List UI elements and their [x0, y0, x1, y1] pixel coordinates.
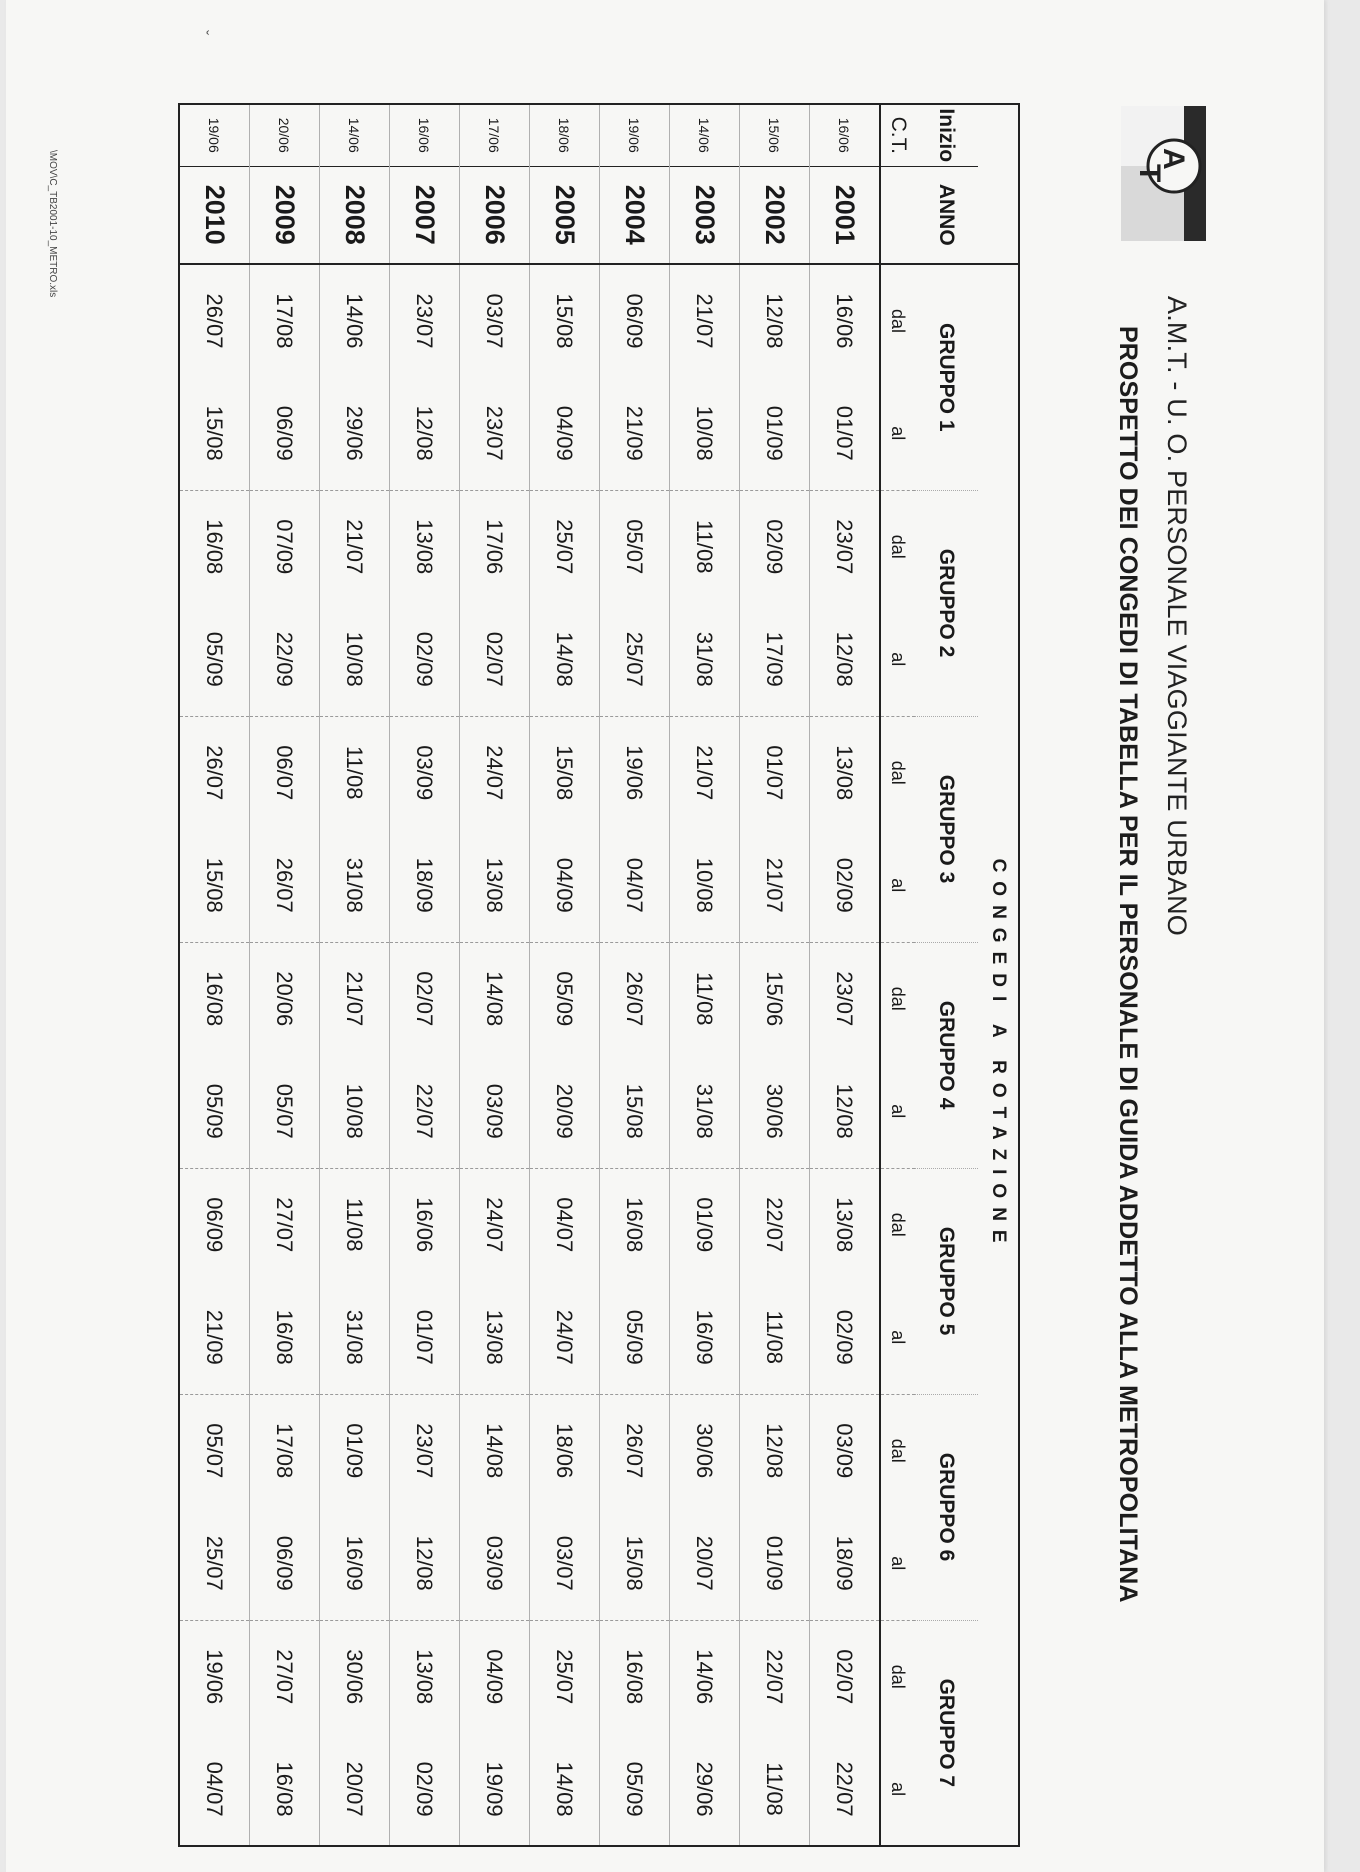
to-date-cell: 21/09 — [600, 377, 670, 490]
year-cell: 2008 — [320, 166, 390, 264]
from-date-cell: 30/06 — [320, 1620, 390, 1733]
to-date-cell: 16/09 — [320, 1507, 390, 1620]
year-cell: 2004 — [600, 166, 670, 264]
from-date-cell: 18/06 — [530, 1394, 600, 1507]
from-date-cell: 06/07 — [250, 716, 320, 829]
to-date-cell: 13/08 — [460, 829, 530, 942]
from-date-cell: 02/07 — [810, 1620, 881, 1733]
start-date-cell: 17/06 — [460, 104, 530, 166]
to-date-cell: 01/07 — [810, 377, 881, 490]
from-date-cell: 01/09 — [670, 1168, 740, 1281]
group-header: GRUPPO 1 — [915, 264, 978, 490]
to-date-cell: 14/08 — [530, 1733, 600, 1846]
from-date-cell: 27/07 — [250, 1620, 320, 1733]
from-date-cell: 24/07 — [460, 1168, 530, 1281]
to-date-cell: 18/09 — [810, 1507, 881, 1620]
leave-table-container — [200, 103, 1020, 1831]
to-date-cell: 03/09 — [460, 1507, 530, 1620]
to-date-cell: 02/09 — [390, 603, 460, 716]
from-date-cell: 17/06 — [460, 490, 530, 603]
year-cell: 2005 — [530, 166, 600, 264]
organization-name: A.M.T. - U. O. PERSONALE VIAGGIANTE URBANO — [1162, 296, 1192, 937]
to-date-cell: 10/08 — [670, 829, 740, 942]
from-date-cell: 23/07 — [810, 942, 881, 1055]
start-date-cell: 16/06 — [390, 104, 460, 166]
from-date-cell: 26/07 — [202, 293, 228, 349]
from-date-cell: 16/06 — [390, 1168, 460, 1281]
group-header: GRUPPO 5 — [915, 1168, 978, 1394]
to-label: al — [880, 829, 915, 942]
document-title: PROSPETTO DEI CONGEDI DI TABELLA PER IL PERSONALE DI GUIDA ADDETTO ALLA METROPOLITANA — [1114, 326, 1142, 1603]
group-header-row — [915, 104, 978, 1846]
to-date-cell: 04/07 — [179, 1733, 250, 1846]
start-date-cell: 14/06 — [670, 104, 740, 166]
table-banner: CONGEDI A ROTAZIONE — [978, 264, 1019, 1846]
year-cell: 2001 — [810, 166, 881, 264]
from-date-cell: 12/08 — [740, 264, 810, 377]
year-cell: 2010 — [179, 166, 250, 264]
to-date-cell: 15/08 — [179, 377, 250, 490]
to-label: al — [880, 603, 915, 716]
from-date-cell: 25/07 — [530, 490, 600, 603]
from-date-cell: 14/06 — [320, 264, 390, 377]
to-date-cell: 10/08 — [320, 1055, 390, 1168]
to-date-cell: 16/08 — [250, 1281, 320, 1394]
from-date-cell: 04/07 — [530, 1168, 600, 1281]
start-date-cell: 18/06 — [530, 104, 600, 166]
start-date-cell: 16/06 — [810, 104, 881, 166]
file-path: \MOV\C_TB2001-10_METRO.xls — [47, 150, 58, 298]
table-row — [460, 104, 530, 1846]
group-header: GRUPPO 6 — [915, 1394, 978, 1620]
to-date-cell: 15/08 — [179, 829, 250, 942]
to-date-cell: 20/09 — [530, 1055, 600, 1168]
to-date-cell: 25/07 — [179, 1507, 250, 1620]
from-date-cell: 14/08 — [460, 942, 530, 1055]
group-header: GRUPPO 3 — [915, 716, 978, 942]
table-row — [670, 104, 740, 1846]
year-subheader — [880, 166, 915, 264]
table-row — [179, 104, 250, 1846]
from-date-cell: 21/07 — [320, 490, 390, 603]
to-date-cell: 02/09 — [390, 1733, 460, 1846]
from-date-cell: 21/07 — [670, 264, 740, 377]
from-date-cell: 17/08 — [250, 1394, 320, 1507]
to-date-cell: 31/08 — [320, 829, 390, 942]
start-date-cell: 19/06 — [179, 104, 250, 166]
to-date-cell: 15/08 — [600, 1055, 670, 1168]
year-cell: 2009 — [250, 166, 320, 264]
to-date-cell: 16/08 — [250, 1733, 320, 1846]
from-date-cell: 01/07 — [740, 716, 810, 829]
from-date-cell: 25/07 — [530, 1620, 600, 1733]
to-date-cell: 05/09 — [179, 603, 250, 716]
from-date-cell: 23/07 — [810, 490, 881, 603]
table-row — [250, 104, 320, 1846]
to-date-cell: 03/09 — [460, 1055, 530, 1168]
to-date-cell: 18/09 — [390, 829, 460, 942]
to-date-cell: 03/07 — [530, 1507, 600, 1620]
from-date-cell: 13/08 — [810, 716, 881, 829]
from-date-cell: 06/09 — [600, 264, 670, 377]
to-date-cell: 30/06 — [740, 1055, 810, 1168]
to-label: al — [880, 1733, 915, 1846]
from-date-cell: 07/09 — [250, 490, 320, 603]
from-date-cell: 14/06 — [670, 1620, 740, 1733]
from-date-cell: 21/07 — [320, 942, 390, 1055]
from-label: dal — [880, 942, 915, 1055]
to-date-cell: 05/09 — [179, 1055, 250, 1168]
table-row — [600, 104, 670, 1846]
to-date-cell: 26/07 — [250, 829, 320, 942]
to-date-cell: 01/09 — [740, 1507, 810, 1620]
start-date-cell: 20/06 — [250, 104, 320, 166]
start-date-cell: 14/06 — [320, 104, 390, 166]
from-date-cell: 15/08 — [530, 716, 600, 829]
scan-mark: ˇ — [193, 30, 210, 36]
to-date-cell: 11/08 — [740, 1281, 810, 1394]
from-date-cell: 19/06 — [202, 1649, 228, 1705]
to-date-cell: 12/08 — [810, 1055, 881, 1168]
from-date-cell: 21/07 — [670, 716, 740, 829]
from-label: dal — [880, 1168, 915, 1281]
year-header: ANNO — [915, 166, 978, 264]
to-date-cell: 22/09 — [250, 603, 320, 716]
from-date-cell: 22/07 — [740, 1168, 810, 1281]
from-date-cell: 16/08 — [600, 1620, 670, 1733]
from-date-cell: 16/08 — [600, 1168, 670, 1281]
group-header: GRUPPO 4 — [915, 942, 978, 1168]
from-date-cell: 14/08 — [460, 1394, 530, 1507]
to-date-cell: 04/09 — [530, 829, 600, 942]
from-date-cell: 06/09 — [202, 1197, 228, 1253]
to-date-cell: 23/07 — [460, 377, 530, 490]
table-row — [390, 104, 460, 1846]
to-date-cell: 12/08 — [390, 1507, 460, 1620]
from-date-cell: 03/09 — [390, 716, 460, 829]
start-header: Inizio — [915, 104, 978, 166]
to-date-cell: 16/09 — [670, 1281, 740, 1394]
from-date-cell: 23/07 — [390, 1394, 460, 1507]
leave-rotation-table — [178, 103, 1020, 1847]
table-row — [320, 104, 390, 1846]
to-date-cell: 21/07 — [740, 829, 810, 942]
from-date-cell: 23/07 — [390, 264, 460, 377]
to-date-cell: 31/08 — [320, 1281, 390, 1394]
to-date-cell: 20/07 — [670, 1507, 740, 1620]
from-date-cell: 15/08 — [530, 264, 600, 377]
from-date-cell: 16/06 — [810, 264, 881, 377]
year-cell: 2002 — [740, 166, 810, 264]
to-date-cell: 15/08 — [600, 1507, 670, 1620]
from-date-cell: 12/08 — [740, 1394, 810, 1507]
to-label: al — [880, 377, 915, 490]
from-date-cell: 02/09 — [740, 490, 810, 603]
to-date-cell: 05/09 — [600, 1281, 670, 1394]
to-date-cell: 02/07 — [460, 603, 530, 716]
to-date-cell: 05/09 — [600, 1733, 670, 1846]
to-date-cell: 31/08 — [670, 603, 740, 716]
svg-text:T: T — [1133, 164, 1166, 183]
start-date-cell: 19/06 — [600, 104, 670, 166]
to-date-cell: 19/09 — [460, 1733, 530, 1846]
year-cell: 2003 — [670, 166, 740, 264]
to-date-cell: 24/07 — [530, 1281, 600, 1394]
from-date-cell: 05/07 — [202, 1423, 228, 1479]
table-row — [740, 104, 810, 1846]
to-date-cell: 22/07 — [390, 1055, 460, 1168]
to-date-cell: 21/09 — [179, 1281, 250, 1394]
to-date-cell: 13/08 — [460, 1281, 530, 1394]
from-label: dal — [880, 1620, 915, 1733]
from-date-cell: 16/08 — [202, 519, 228, 575]
to-date-cell: 04/07 — [600, 829, 670, 942]
from-date-cell: 19/06 — [600, 716, 670, 829]
to-date-cell: 14/08 — [530, 603, 600, 716]
from-date-cell: 22/07 — [740, 1620, 810, 1733]
from-date-cell: 13/08 — [390, 1620, 460, 1733]
to-date-cell: 06/09 — [250, 1507, 320, 1620]
to-date-cell: 04/09 — [530, 377, 600, 490]
from-date-cell: 11/08 — [320, 716, 390, 829]
from-date-cell: 13/08 — [390, 490, 460, 603]
to-date-cell: 17/09 — [740, 603, 810, 716]
from-date-cell: 03/07 — [460, 264, 530, 377]
to-date-cell: 05/07 — [250, 1055, 320, 1168]
to-date-cell: 20/07 — [320, 1733, 390, 1846]
to-date-cell: 10/08 — [320, 603, 390, 716]
to-date-cell: 12/08 — [810, 603, 881, 716]
to-date-cell: 02/09 — [810, 829, 881, 942]
table-row — [810, 104, 881, 1846]
table-row — [530, 104, 600, 1846]
year-cell: 2007 — [390, 166, 460, 264]
from-date-cell: 15/06 — [740, 942, 810, 1055]
from-date-cell: 20/06 — [250, 942, 320, 1055]
from-date-cell: 01/09 — [320, 1394, 390, 1507]
from-date-cell: 13/08 — [810, 1168, 881, 1281]
from-date-cell: 11/08 — [320, 1168, 390, 1281]
to-label: al — [880, 1281, 915, 1394]
to-label: al — [880, 1055, 915, 1168]
from-date-cell: 11/08 — [670, 490, 740, 603]
svg-text:A: A — [1157, 148, 1190, 170]
to-date-cell: 01/09 — [740, 377, 810, 490]
to-date-cell: 22/07 — [810, 1733, 881, 1846]
to-date-cell: 02/09 — [810, 1281, 881, 1394]
to-date-cell: 01/07 — [390, 1281, 460, 1394]
to-date-cell: 25/07 — [600, 603, 670, 716]
from-date-cell: 04/09 — [460, 1620, 530, 1733]
from-date-cell: 26/07 — [600, 942, 670, 1055]
from-label: dal — [880, 264, 915, 377]
from-date-cell: 17/08 — [250, 264, 320, 377]
banner-row — [978, 104, 1019, 1846]
to-date-cell: 31/08 — [670, 1055, 740, 1168]
from-date-cell: 11/08 — [670, 942, 740, 1055]
to-date-cell: 11/08 — [740, 1733, 810, 1846]
group-header: GRUPPO 2 — [915, 490, 978, 716]
from-date-cell: 24/07 — [460, 716, 530, 829]
from-date-cell: 26/07 — [202, 745, 228, 801]
from-label: dal — [880, 1394, 915, 1507]
to-label: al — [880, 1507, 915, 1620]
from-date-cell: 05/07 — [600, 490, 670, 603]
amt-logo — [1121, 106, 1206, 241]
to-date-cell: 29/06 — [670, 1733, 740, 1846]
from-date-cell: 05/09 — [530, 942, 600, 1055]
from-date-cell: 02/07 — [390, 942, 460, 1055]
to-date-cell: 29/06 — [320, 377, 390, 490]
from-date-cell: 03/09 — [810, 1394, 881, 1507]
start-subheader: C.T. — [880, 104, 915, 166]
from-to-header-row — [880, 104, 915, 1846]
from-date-cell: 27/07 — [250, 1168, 320, 1281]
to-date-cell: 12/08 — [390, 377, 460, 490]
year-cell: 2006 — [460, 166, 530, 264]
to-date-cell: 10/08 — [670, 377, 740, 490]
from-label: dal — [880, 490, 915, 603]
from-date-cell: 16/08 — [202, 971, 228, 1027]
group-header: GRUPPO 7 — [915, 1620, 978, 1846]
start-date-cell: 15/06 — [740, 104, 810, 166]
from-date-cell: 26/07 — [600, 1394, 670, 1507]
to-date-cell: 06/09 — [250, 377, 320, 490]
from-label: dal — [880, 716, 915, 829]
from-date-cell: 30/06 — [670, 1394, 740, 1507]
